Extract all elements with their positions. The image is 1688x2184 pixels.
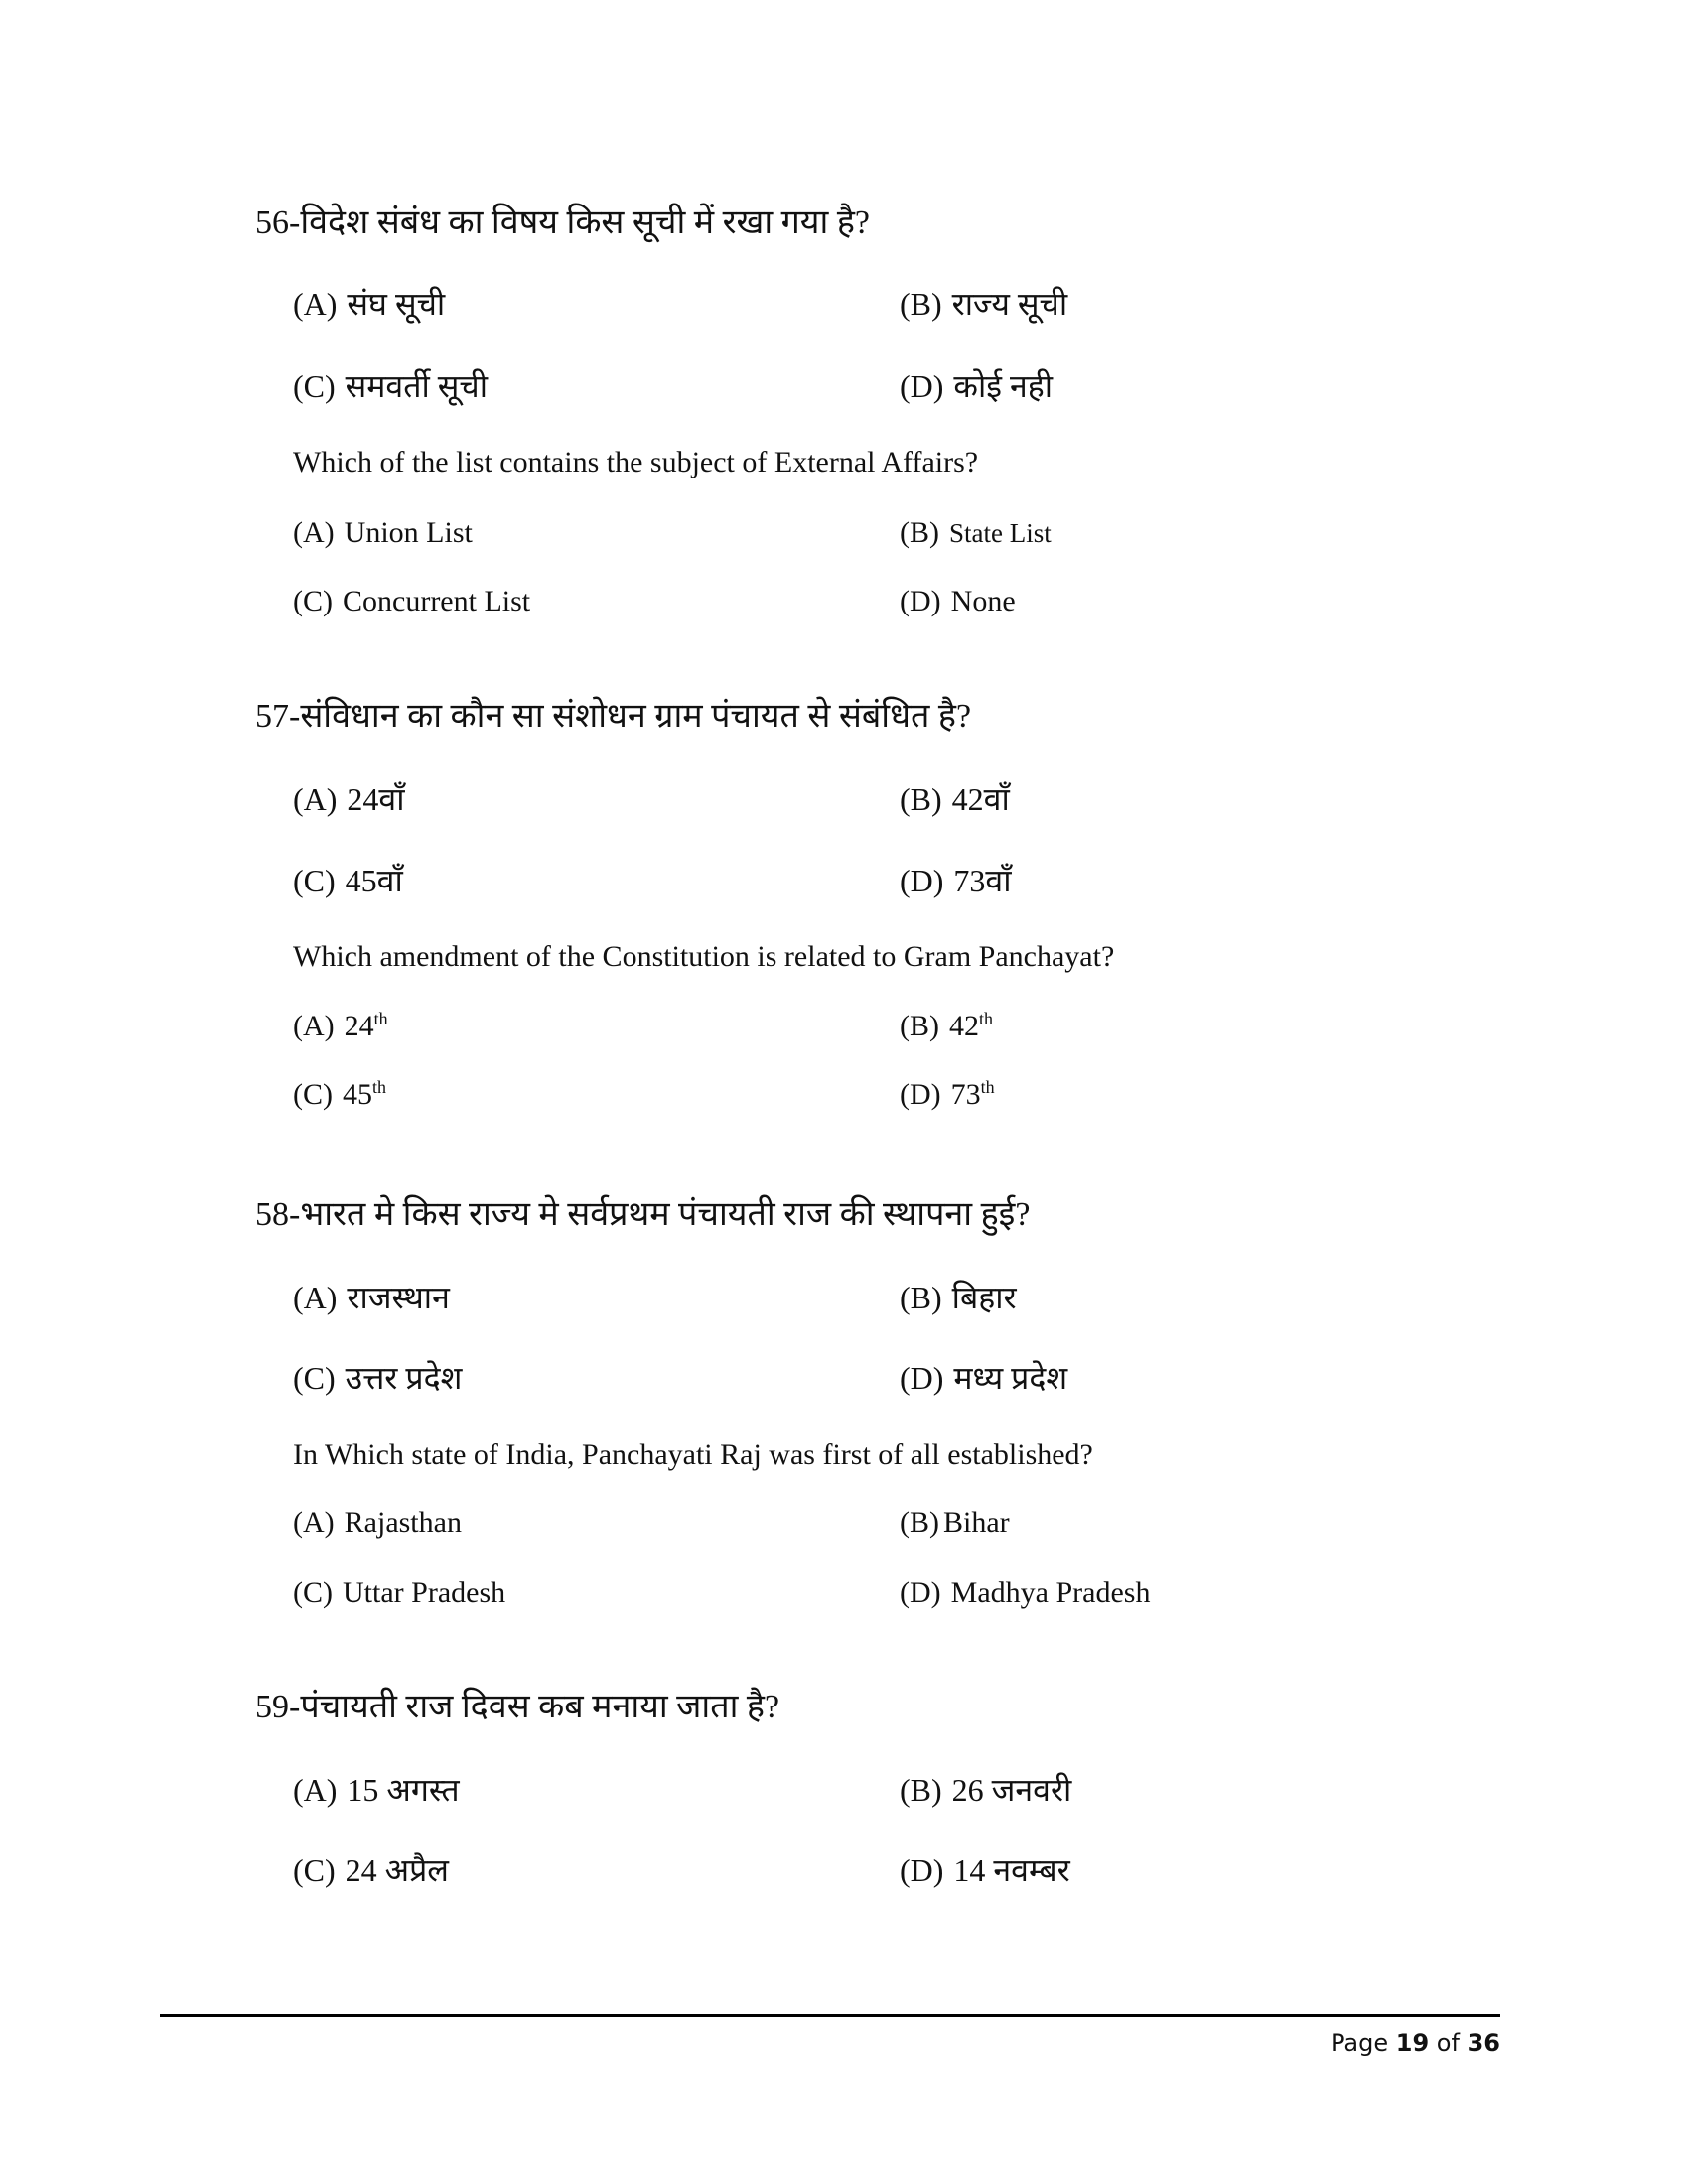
option-text: Uttar Pradesh	[343, 1576, 506, 1609]
question-57-english: Which amendment of the Constitution is related to Gram Panchayat?	[293, 940, 1115, 973]
option-label: (C)	[293, 863, 336, 898]
q56-hindi-option-c	[293, 370, 488, 402]
option-text: Bihar	[943, 1506, 1010, 1539]
option-text: 26 जनवरी	[951, 1772, 1072, 1808]
option-label: (D)	[900, 1576, 941, 1609]
option-label: (A)	[293, 286, 338, 322]
q59-hindi-option-d	[900, 1854, 1070, 1886]
page-prefix: Page	[1331, 2029, 1389, 2057]
ordinal-suffix: th	[372, 1077, 387, 1098]
option-text: Concurrent List	[343, 585, 531, 617]
q57-hindi-option-a	[293, 783, 405, 815]
q57-hindi-option-b	[900, 783, 1010, 815]
option-text: कोई नही	[953, 368, 1054, 404]
page-of: of	[1436, 2029, 1460, 2057]
option-text: राज्य सूची	[951, 286, 1068, 322]
option-label: (B)	[900, 1010, 939, 1042]
option-label: (B)	[900, 781, 942, 817]
option-label: (A)	[293, 781, 338, 817]
option-label: (D)	[900, 1852, 944, 1888]
option-text: उत्तर प्रदेश	[345, 1360, 463, 1396]
ordinal-suffix: th	[980, 1077, 995, 1098]
q56-hindi-option-d	[900, 370, 1053, 402]
option-text: Madhya Pradesh	[950, 1576, 1151, 1609]
option-text: Rajasthan	[344, 1506, 462, 1539]
q59-hindi-option-c	[293, 1854, 449, 1886]
option-label: (C)	[293, 1576, 333, 1609]
question-58-hindi: 58-भारत मे किस राज्य मे सर्वप्रथम पंचायती राज की स्थापना हुई?	[255, 1196, 1031, 1233]
option-label: (C)	[293, 1852, 336, 1888]
option-label: (B)	[900, 1280, 942, 1315]
option-text: 14 नवम्बर	[953, 1852, 1070, 1888]
q57-hindi-option-c	[293, 865, 403, 896]
option-text: Union List	[344, 516, 473, 549]
q58-english-option-d	[900, 1578, 1150, 1608]
footer-divider	[160, 2014, 1500, 2017]
option-text: राजस्थान	[347, 1280, 450, 1315]
q58-english-option-c	[293, 1578, 505, 1608]
ordinal-suffix: th	[979, 1009, 994, 1029]
q57-english-option-d	[900, 1077, 995, 1111]
option-label: (B)	[900, 516, 939, 549]
option-text: 73वाँ	[953, 863, 1012, 898]
option-label: (C)	[293, 1360, 336, 1396]
option-label: (D)	[900, 585, 941, 617]
option-text: 15 अगस्त	[347, 1772, 460, 1808]
q56-english-option-b	[900, 518, 1052, 548]
option-text: 73	[950, 1078, 981, 1111]
option-text: 24	[344, 1010, 374, 1042]
q57-english-option-c	[293, 1077, 387, 1111]
q56-english-option-d	[900, 587, 1016, 616]
option-label: (A)	[293, 1506, 335, 1539]
option-label: (C)	[293, 368, 336, 404]
option-label: (A)	[293, 1280, 338, 1315]
option-text: बिहार	[951, 1280, 1017, 1315]
question-56-english: Which of the list contains the subject of External Affairs?	[293, 446, 979, 478]
q57-english-option-b	[900, 1009, 994, 1042]
option-label: (A)	[293, 1772, 338, 1808]
current-page: 19	[1395, 2029, 1430, 2057]
question-57-hindi: 57-संविधान का कौन सा संशोधन ग्राम पंचायत से संबंधित है?	[255, 698, 972, 735]
option-label: (B)	[900, 286, 942, 322]
page-number	[1331, 2029, 1500, 2057]
option-label: (C)	[293, 1078, 333, 1111]
option-label: (B)	[900, 1506, 939, 1539]
q58-hindi-option-b	[900, 1282, 1017, 1313]
option-label: (B)	[900, 1772, 942, 1808]
option-label: (D)	[900, 1078, 941, 1111]
question-58-english: In Which state of India, Panchayati Raj was first of all established?	[293, 1438, 1093, 1471]
q58-hindi-option-a	[293, 1282, 450, 1313]
q58-hindi-option-d	[900, 1362, 1067, 1394]
option-label: (C)	[293, 585, 333, 617]
q56-english-option-c	[293, 587, 530, 616]
option-label: (D)	[900, 1360, 944, 1396]
ordinal-suffix: th	[373, 1009, 388, 1029]
option-label: (A)	[293, 516, 335, 549]
total-pages: 36	[1467, 2029, 1500, 2057]
option-text: 24 अप्रैल	[345, 1852, 450, 1888]
q57-english-option-a	[293, 1009, 388, 1042]
option-text: 24वाँ	[347, 781, 405, 817]
option-text: None	[950, 585, 1016, 617]
option-label: (D)	[900, 368, 944, 404]
q57-hindi-option-d	[900, 865, 1012, 896]
option-label: (D)	[900, 863, 944, 898]
q56-hindi-option-a	[293, 288, 445, 320]
option-text: State List	[949, 518, 1052, 548]
option-text: समवर्ती सूची	[345, 368, 488, 404]
question-56-hindi: 56-विदेश संबंध का विषय किस सूची में रखा गया है?	[255, 205, 870, 241]
q58-english-option-a	[293, 1508, 462, 1538]
option-text: संघ सूची	[347, 286, 446, 322]
q58-english-option-b	[900, 1508, 1010, 1538]
option-text: 42	[949, 1010, 979, 1042]
option-label: (A)	[293, 1010, 335, 1042]
q56-hindi-option-b	[900, 288, 1067, 320]
option-text: मध्य प्रदेश	[953, 1360, 1068, 1396]
q58-hindi-option-c	[293, 1362, 462, 1394]
option-text: 45	[343, 1078, 372, 1111]
q56-english-option-a	[293, 518, 473, 548]
option-text: 42वाँ	[951, 781, 1010, 817]
option-text: 45वाँ	[345, 863, 403, 898]
q59-hindi-option-b	[900, 1774, 1071, 1806]
q59-hindi-option-a	[293, 1774, 460, 1806]
question-59-hindi: 59-पंचायती राज दिवस कब मनाया जाता है?	[255, 1689, 780, 1725]
